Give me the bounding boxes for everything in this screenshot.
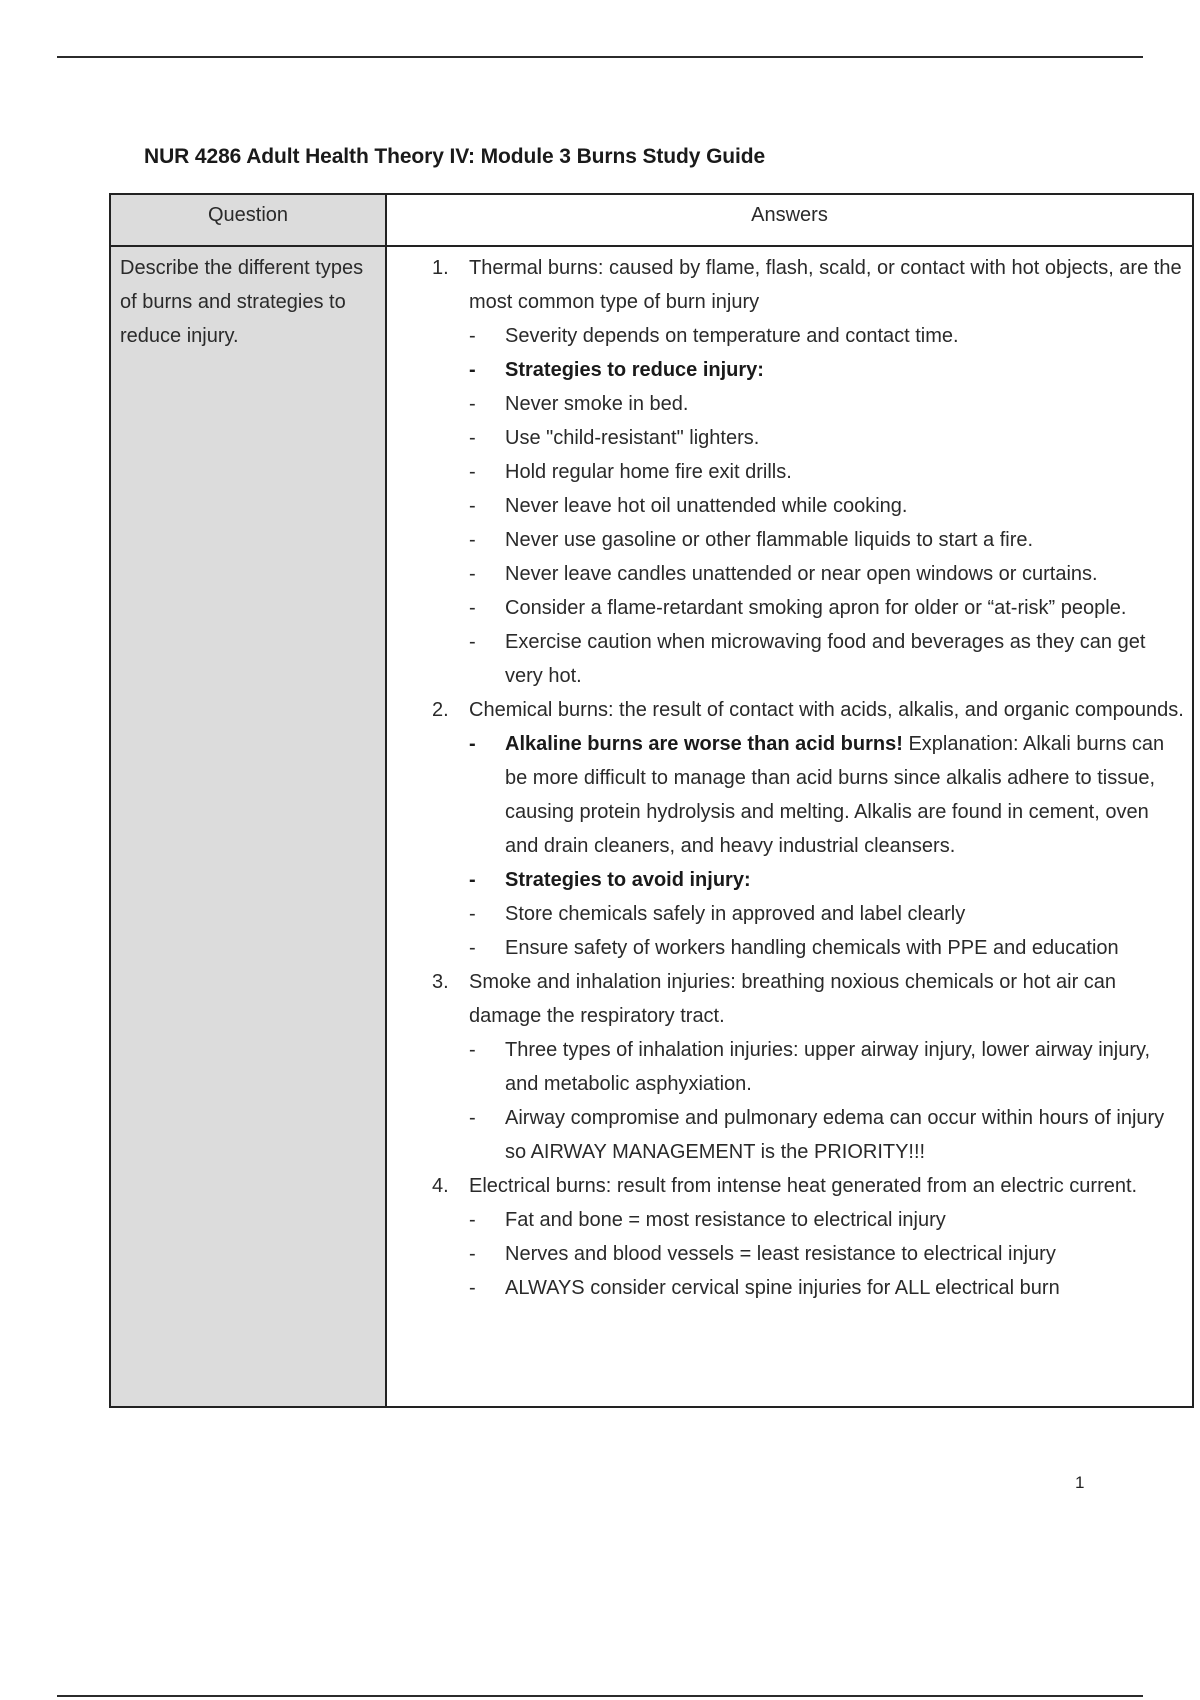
sub-point [469, 489, 1186, 523]
dash-bullet-icon: - [469, 393, 476, 415]
sub-point [469, 421, 1186, 455]
dash-bullet-icon: - [469, 1107, 476, 1129]
sub-point-text: Never leave hot oil unattended while cooking. [505, 495, 908, 517]
sub-point-list [469, 1033, 1186, 1169]
dash-bullet-icon: - [469, 563, 476, 585]
sub-point-text: Ensure safety of workers handling chemicals with PPE and education [505, 937, 1119, 959]
dash-bullet-icon: - [469, 1209, 476, 1231]
sub-point-text: Never smoke in bed. [505, 393, 689, 415]
table-row [110, 246, 1193, 1407]
table-header-row [110, 194, 1193, 246]
question-column-header: Question [110, 194, 386, 246]
dash-bullet-icon: - [469, 869, 476, 891]
answer-item [387, 1169, 1186, 1305]
answer-text: Smoke and inhalation injuries: breathing noxious chemicals or hot air can damage the respiratory tract. [469, 971, 1117, 1027]
dash-bullet-icon: - [469, 937, 476, 959]
answer-item [387, 693, 1186, 965]
study-guide-table [109, 193, 1194, 1408]
sub-point-bold: Alkaline burns are worse than acid burns! [505, 733, 903, 755]
sub-point-text: Never use gasoline or other flammable liquids to start a fire. [505, 529, 1034, 551]
footer-rule [57, 1695, 1143, 1697]
sub-point-text: Three types of inhalation injuries: upper airway injury, lower airway injury, and metabolic asphyxiation. [505, 1039, 1151, 1095]
answer-number: 3. [432, 971, 449, 993]
sub-point [469, 727, 1186, 863]
sub-point-text: Never leave candles unattended or near open windows or curtains. [505, 563, 1098, 585]
page-number: 1 [1075, 1473, 1085, 1492]
dash-bullet-icon: - [469, 1277, 476, 1299]
dash-bullet-icon: - [469, 631, 476, 653]
answers-list [387, 251, 1186, 1305]
sub-point [469, 1237, 1186, 1271]
dash-bullet-icon: - [469, 1039, 476, 1061]
sub-point-list [469, 1203, 1186, 1305]
sub-point [469, 353, 1186, 387]
answers-cell [386, 246, 1193, 1407]
sub-point-text: Exercise caution when microwaving food and beverages as they can get very hot. [505, 631, 1146, 687]
header-rule [57, 56, 1143, 58]
sub-point-list [469, 319, 1186, 693]
dash-bullet-icon: - [469, 427, 476, 449]
sub-point [469, 387, 1186, 421]
sub-point-text: Nerves and blood vessels = least resistance to electrical injury [505, 1243, 1056, 1265]
sub-point-text: Consider a flame-retardant smoking apron for older or “at-risk” people. [505, 597, 1127, 619]
sub-point-text: Airway compromise and pulmonary edema can occur within hours of injury so AIRWAY MANAGEMENT is the PRIORITY!!! [505, 1107, 1165, 1163]
answer-item [387, 965, 1186, 1169]
sub-point-text: Explanation: Alkali burns can be more difficult to manage than acid burns since alkalis adhere to tissue, causing protein hydrolysis and melting. Alkalis are found in cement, oven and drain cleaners, and heavy industrial cleansers. [505, 733, 1165, 857]
sub-point-text: Hold regular home fire exit drills. [505, 461, 792, 483]
answer-number: 4. [432, 1175, 449, 1197]
sub-point [469, 897, 1186, 931]
sub-point-text: ALWAYS consider cervical spine injuries for ALL electrical burn [505, 1277, 1060, 1299]
document-title: NUR 4286 Adult Health Theory IV: Module 3 Burns Study Guide [144, 145, 766, 168]
sub-point-text: Fat and bone = most resistance to electrical injury [505, 1209, 946, 1231]
sub-point-text: Use "child-resistant" lighters. [505, 427, 760, 449]
sub-point [469, 1101, 1186, 1169]
sub-point [469, 625, 1186, 693]
dash-bullet-icon: - [469, 597, 476, 619]
sub-point [469, 455, 1186, 489]
dash-bullet-icon: - [469, 495, 476, 517]
answer-number: 2. [432, 699, 449, 721]
dash-bullet-icon: - [469, 359, 476, 381]
sub-point [469, 1271, 1186, 1305]
question-cell: Describe the different types of burns and strategies to reduce injury. [110, 246, 386, 1407]
sub-point [469, 591, 1186, 625]
sub-point [469, 1033, 1186, 1101]
sub-point-text: Store chemicals safely in approved and label clearly [505, 903, 966, 925]
dash-bullet-icon: - [469, 461, 476, 483]
sub-point [469, 523, 1186, 557]
sub-point-list [469, 727, 1186, 965]
sub-point [469, 863, 1186, 897]
answer-text: Chemical burns: the result of contact with acids, alkalis, and organic compounds. [469, 699, 1184, 721]
dash-bullet-icon: - [469, 903, 476, 925]
sub-point [469, 557, 1186, 591]
dash-bullet-icon: - [469, 1243, 476, 1265]
sub-point-bold: Strategies to avoid injury: [505, 869, 751, 891]
dash-bullet-icon: - [469, 733, 476, 755]
answer-item [387, 251, 1186, 693]
answer-number: 1. [432, 257, 449, 279]
sub-point [469, 931, 1186, 965]
answer-text: Electrical burns: result from intense heat generated from an electric current. [469, 1175, 1138, 1197]
answer-text: Thermal burns: caused by flame, flash, scald, or contact with hot objects, are the most common type of burn injury [469, 257, 1182, 313]
sub-point [469, 319, 1186, 353]
answers-column-header: Answers [386, 194, 1193, 246]
dash-bullet-icon: - [469, 325, 476, 347]
sub-point [469, 1203, 1186, 1237]
sub-point-text: Severity depends on temperature and contact time. [505, 325, 959, 347]
sub-point-bold: Strategies to reduce injury: [505, 359, 764, 381]
dash-bullet-icon: - [469, 529, 476, 551]
